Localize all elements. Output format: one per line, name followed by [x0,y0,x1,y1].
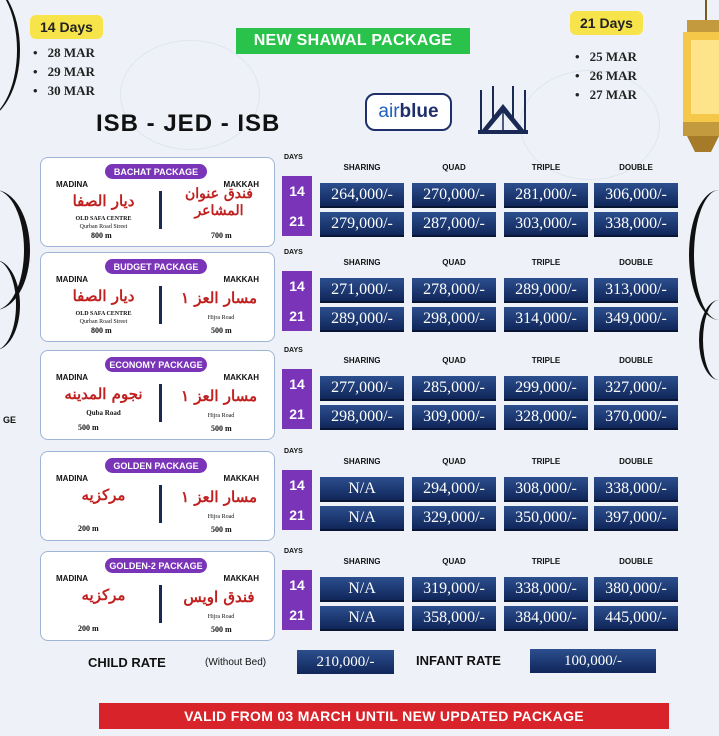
makkah-hotel-name: مسار العز ١ [181,289,257,307]
price-cell: 285,000/- [412,376,496,401]
hotel-divider [159,585,162,623]
makkah-distance: 500 m [211,525,232,534]
days-header: DAYS [284,448,303,455]
days-cell: 21 [282,500,312,530]
validity-footer: VALID FROM 03 MARCH UNTIL NEW UPDATED PACKAGE [99,703,669,729]
airline-logo-part1: air [378,101,400,122]
infant-rate-label: INFANT RATE [416,653,501,668]
package-name: BUDGET PACKAGE [105,259,207,274]
column-header: DOUBLE [619,457,653,466]
column-header: QUAD [442,557,466,566]
madina-hotel-name: ديار الصفا [72,192,135,210]
price-cell: 329,000/- [412,506,496,531]
makkah-hotel-name: مسار العز ١ [181,387,257,405]
price-cell: 287,000/- [412,212,496,237]
date-item: • 28 MAR [33,45,95,61]
date-item: • 27 MAR [575,87,637,103]
price-cell: 303,000/- [504,212,588,237]
days-header: DAYS [284,347,303,354]
days-badge-left: 14 Days [30,15,103,39]
price-cell: 298,000/- [412,307,496,332]
lantern-icon [677,0,719,160]
makkah-distance: 500 m [211,424,232,433]
days-column [282,548,312,638]
madina-distance: 200 m [78,624,99,633]
days-cell: 21 [282,206,312,236]
price-cell: 298,000/- [320,405,404,430]
route-label: ISB - JED - ISB [96,110,281,137]
days-cell: 14 [282,570,312,600]
days-cell: 21 [282,399,312,429]
column-header: TRIPLE [531,356,561,365]
date-list-left [33,45,95,102]
date-item: • 29 MAR [33,64,95,80]
makkah-label: MAKKAH [223,373,259,382]
price-cell: 278,000/- [412,278,496,303]
price-cell: N/A [320,606,404,631]
madina-label: MADINA [56,373,88,382]
days-header: DAYS [284,154,303,161]
price-cell: 327,000/- [594,376,678,401]
madina-hotel-area: OLD SAFA CENTRE [75,311,132,317]
column-header: QUAD [442,457,466,466]
column-header: QUAD [442,163,466,172]
price-cell: 338,000/- [504,577,588,602]
package-name: GOLDEN-2 PACKAGE [105,558,207,573]
child-rate-price: 210,000/- [297,650,394,674]
madina-hotel-area: OLD SAFA CENTRE [75,216,132,222]
makkah-distance: 700 m [211,231,232,240]
days-badge-right: 21 Days [570,11,643,35]
price-cell: 270,000/- [412,183,496,208]
price-cell: 277,000/- [320,376,404,401]
column-header: SHARING [343,258,381,267]
days-column [282,154,312,244]
price-cell: 264,000/- [320,183,404,208]
makkah-distance: 500 m [211,326,232,335]
price-cell: N/A [320,506,404,531]
column-header: DOUBLE [619,163,653,172]
price-cell: 314,000/- [504,307,588,332]
madina-hotel-name: مركزيه [81,586,126,604]
makkah-label: MAKKAH [223,474,259,483]
airline-logo-part2: blue [399,101,439,122]
days-cell: 14 [282,470,312,500]
package-name: ECONOMY PACKAGE [105,357,207,372]
madina-distance: 200 m [78,524,99,533]
column-header: QUAD [442,356,466,365]
price-cell: 350,000/- [504,506,588,531]
column-header: DOUBLE [619,356,653,365]
column-header: TRIPLE [531,163,561,172]
price-cell: 370,000/- [594,405,678,430]
column-header: SHARING [343,557,381,566]
package-card [40,252,275,342]
makkah-hotel-name: مسار العز ١ [181,488,257,506]
package-name: BACHAT PACKAGE [105,164,207,179]
date-item: • 30 MAR [33,83,95,99]
mosque-icon [474,82,532,136]
madina-hotel-area: Quba Road [86,409,121,417]
date-item: • 25 MAR [575,49,637,65]
makkah-hotel-area: Hijra Road [207,315,235,321]
price-cell: 289,000/- [320,307,404,332]
price-cell: 308,000/- [504,477,588,502]
madina-distance: 800 m [91,326,112,335]
days-cell: 21 [282,301,312,331]
madina-label: MADINA [56,180,88,189]
package-name: GOLDEN PACKAGE [105,458,207,473]
makkah-hotel-area: Hijra Road [207,614,235,620]
package-card [40,451,275,541]
madina-hotel-street: Qurban Road Street [79,224,128,230]
makkah-hotel-name: فندق عنوان المشاعر [185,186,253,219]
madina-hotel-name: ديار الصفا [72,287,135,305]
column-header: TRIPLE [531,258,561,267]
price-cell: 309,000/- [412,405,496,430]
column-header: QUAD [442,258,466,267]
days-cell: 14 [282,271,312,301]
price-cell: N/A [320,477,404,502]
column-header: DOUBLE [619,258,653,267]
column-header: TRIPLE [531,557,561,566]
hotel-divider [159,286,162,324]
price-cell: 338,000/- [594,212,678,237]
hotel-divider [159,384,162,422]
price-cell: 281,000/- [504,183,588,208]
madina-distance: 800 m [91,231,112,240]
madina-label: MADINA [56,574,88,583]
makkah-hotel-area: Hijra Road [207,514,235,520]
price-cell: 299,000/- [504,376,588,401]
infant-rate-price: 100,000/- [530,649,656,673]
date-item: • 26 MAR [575,68,637,84]
price-cell: 384,000/- [504,606,588,631]
makkah-label: MAKKAH [223,275,259,284]
price-cell: 271,000/- [320,278,404,303]
madina-hotel-street: Qurban Road Street [79,319,128,325]
column-header: SHARING [343,163,381,172]
price-cell: N/A [320,577,404,602]
price-cell: 328,000/- [504,405,588,430]
price-cell: 338,000/- [594,477,678,502]
days-header: DAYS [284,548,303,555]
package-card [40,350,275,440]
days-cell: 14 [282,369,312,399]
price-cell: 349,000/- [594,307,678,332]
hotel-divider [159,485,162,523]
price-cell: 397,000/- [594,506,678,531]
price-cell: 294,000/- [412,477,496,502]
price-cell: 313,000/- [594,278,678,303]
package-card [40,157,275,247]
days-cell: 14 [282,176,312,206]
days-column [282,448,312,538]
madina-label: MADINA [56,275,88,284]
price-cell: 306,000/- [594,183,678,208]
side-label-left: GE [3,415,17,425]
madina-distance: 500 m [78,423,99,432]
child-rate-label: CHILD RATE [88,655,166,670]
makkah-label: MAKKAH [223,180,259,189]
package-card [40,551,275,641]
price-cell: 319,000/- [412,577,496,602]
column-header: TRIPLE [531,457,561,466]
days-column [282,249,312,339]
package-title-banner: NEW SHAWAL PACKAGE [236,28,470,54]
madina-label: MADINA [56,474,88,483]
column-header: SHARING [343,356,381,365]
makkah-hotel-name: فندق اويس [183,588,255,606]
price-cell: 289,000/- [504,278,588,303]
price-cell: 358,000/- [412,606,496,631]
child-rate-note: (Without Bed) [205,657,267,668]
days-cell: 21 [282,600,312,630]
column-header: DOUBLE [619,557,653,566]
madina-hotel-name: مركزيه [81,486,126,504]
madina-hotel-name: نجوم المدينه [64,385,143,403]
date-list-right [575,49,637,106]
makkah-hotel-area: Hijra Road [207,413,235,419]
days-column [282,347,312,437]
column-header: SHARING [343,457,381,466]
hotel-divider [159,191,162,229]
days-header: DAYS [284,249,303,256]
makkah-label: MAKKAH [223,574,259,583]
airline-logo [365,93,452,131]
price-cell: 445,000/- [594,606,678,631]
makkah-distance: 500 m [211,625,232,634]
price-cell: 380,000/- [594,577,678,602]
price-cell: 279,000/- [320,212,404,237]
